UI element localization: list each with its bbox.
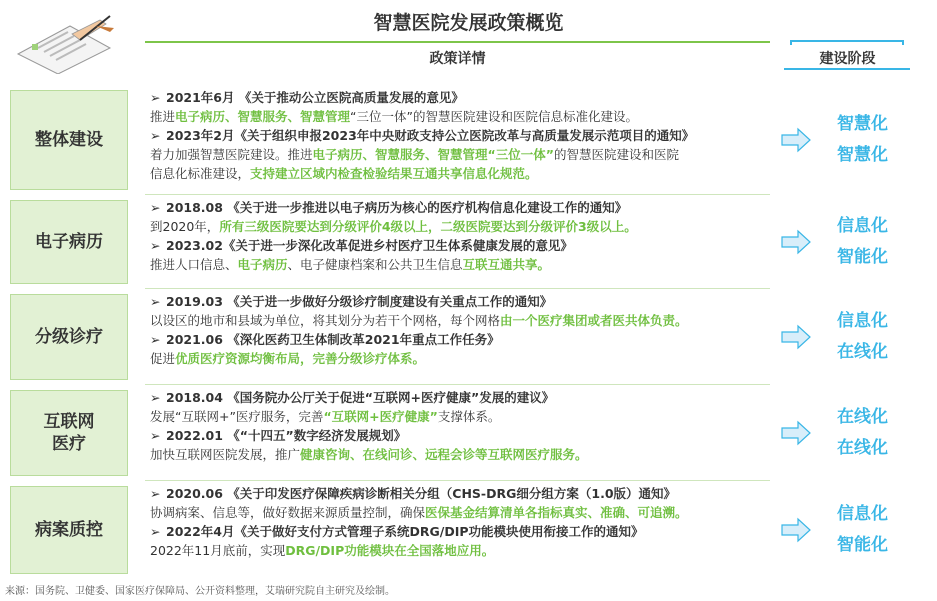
policy-title [150,484,770,503]
text-segment: 2019.03 《关于进一步做好分级诊疗制度建设有关重点工作的通知》 [166,294,553,309]
stage-value: 在线化 [837,407,888,427]
row-label: 电子病历 [10,200,128,284]
policy-text [150,164,770,183]
policy-title [150,126,770,145]
policy-detail-header: 政策详情 [429,51,486,67]
title-underline [145,41,770,43]
highlight-text: DRG/DIP功能模块在全国落地应用。 [285,543,495,558]
text-segment: 发展“互联网+”医疗服务，完善 [150,409,324,424]
text-segment: 2023.02《关于进一步深化改革促进乡村医疗卫生体系健康发展的意见》 [166,238,573,253]
text-segment: 、电子健康档案和公共卫生信息 [287,257,463,272]
chevron-right-icon: ➢ [150,428,161,443]
row-label: 分级诊疗 [10,294,128,380]
row-label: 互联网 医疗 [10,390,128,476]
policy-text [150,349,770,368]
stage-value: 信息化 [837,504,888,524]
stage-value: 在线化 [837,438,888,458]
policy-title [150,292,770,311]
policy-title [150,236,770,255]
policy-text [150,217,770,236]
stage-value: 智慧化 [837,145,888,165]
text-segment: 2023年2月《关于组织申报2023年中央财政支持公立医院改革与高质量发展示范项目的通知》 [166,128,695,143]
text-segment: 支撑体系。 [437,409,501,424]
highlight-text: “互联网+医疗健康” [323,409,438,424]
policy-title [150,426,770,445]
chevron-right-icon: ➢ [150,390,161,405]
text-segment: 加快互联网医院发展，推广 [150,447,301,462]
highlight-text: 由一个医疗集团或者医共体负责。 [500,313,688,328]
highlight-text: 支持建立区域内检查检验结果互通共享信息化规范。 [250,166,538,181]
stage-value: 信息化 [837,216,888,236]
row-separator [145,288,770,289]
stage-value: 在线化 [837,342,888,362]
row-label: 病案质控 [10,486,128,574]
row-label: 整体建设 [10,90,128,190]
text-segment: 2021年6月 《关于推动公立医院高质量发展的意见》 [166,90,464,105]
row-separator [145,194,770,195]
stage-values [820,499,905,561]
policy-title [150,330,770,349]
highlight-text: 健康咨询、在线问诊、远程会诊等互联网医疗服务。 [300,447,588,462]
policy-text [150,145,770,164]
build-stage-header: 建设阶段 [819,51,876,67]
text-segment: 到2020年， [150,219,220,234]
chevron-right-icon: ➢ [150,90,161,105]
chevron-right-icon: ➢ [150,128,161,143]
stage-value: 智慧化 [837,114,888,134]
right-arrow-icon [780,517,812,543]
right-arrow-icon [780,127,812,153]
text-segment: 2021.06 《深化医药卫生体制改革2021年重点工作任务》 [166,332,500,347]
text-segment: 2018.08 《关于进一步推进以电子病历为核心的医疗机构信息化建设工作的通知》 [166,200,628,215]
policy-content [150,292,770,368]
text-segment: 2018.04 《国务院办公厅关于促进“互联网+医疗健康”发展的建议》 [166,390,555,405]
policy-title [150,388,770,407]
right-arrow-icon [780,229,812,255]
highlight-text: 电子病历 [237,257,288,272]
highlight-text: 所有三级医院要达到分级评价4级以上，二级医院要达到分级评价3级以上。 [219,219,637,234]
highlight-text: 电子病历、智慧服务、智慧管理“三位一体” [312,147,554,162]
policy-text [150,107,770,126]
text-segment: 2020.06 《关于印发医疗保障疾病诊断相关分组（CHS-DRG细分组方案（1.0版）通知》 [166,486,677,501]
policy-content [150,198,770,274]
policy-title [150,198,770,217]
stage-values [820,306,905,368]
stage-value: 信息化 [837,311,888,331]
stage-values [820,109,905,171]
text-segment: 2022年11月底前，实现 [150,543,286,558]
highlight-text: 医保基金结算清单各指标真实、准确、可追溯。 [425,505,688,520]
policy-content [150,88,770,183]
text-segment: 2022.01 《“十四五”数字经济发展规划》 [166,428,407,443]
text-segment: 2022年4月《关于做好支付方式管理子系统DRG/DIP功能模块使用衔接工作的通知》 [166,524,644,539]
text-segment: 促进 [150,351,176,366]
text-segment: 推进 [150,109,176,124]
chevron-right-icon: ➢ [150,294,161,309]
text-segment: 的智慧医院建设和医院 [553,147,679,162]
row-separator [145,384,770,385]
highlight-text: 优质医疗资源均衡布局，完善分级诊疗体系。 [175,351,426,366]
text-segment: 着力加强智慧医院建设。推进 [150,147,313,162]
stage-values [820,402,905,464]
row-separator [145,480,770,481]
right-arrow-icon [780,324,812,350]
stage-value: 智能化 [837,535,888,555]
policy-text [150,407,770,426]
chevron-right-icon: ➢ [150,524,161,539]
stage-values [820,211,905,273]
highlight-text: 互联互通共享。 [462,257,551,272]
chevron-right-icon: ➢ [150,486,161,501]
text-segment: 协调病案、信息等，做好数据来源质量控制，确保 [150,505,426,520]
text-segment: 信息化标准建设， [150,166,251,181]
text-segment: 以设区的地市和县域为单位，将其划分为若干个网格，每个网格 [150,313,501,328]
chevron-right-icon: ➢ [150,332,161,347]
page-title: 智慧医院发展政策概览 [373,12,564,34]
source-note: 来源：国务院、卫健委、国家医疗保障局、公开资料整理，艾瑞研究院自主研究及绘制。 [5,586,395,597]
policy-title [150,88,770,107]
policy-content [150,484,770,560]
policy-title [150,522,770,541]
text-segment: 推进人口信息、 [150,257,238,272]
chevron-right-icon: ➢ [150,238,161,253]
chevron-right-icon: ➢ [150,200,161,215]
policy-text [150,255,770,274]
policy-text [150,445,770,464]
policy-content [150,388,770,464]
stage-value: 智能化 [837,247,888,267]
policy-text [150,503,770,522]
right-arrow-icon [780,420,812,446]
text-segment: “三位一体”的智慧医院建设和医院信息标准化建设。 [350,109,638,124]
policy-text [150,311,770,330]
policy-text [150,541,770,560]
highlight-text: 电子病历、智慧服务、智慧管理 [175,109,351,124]
